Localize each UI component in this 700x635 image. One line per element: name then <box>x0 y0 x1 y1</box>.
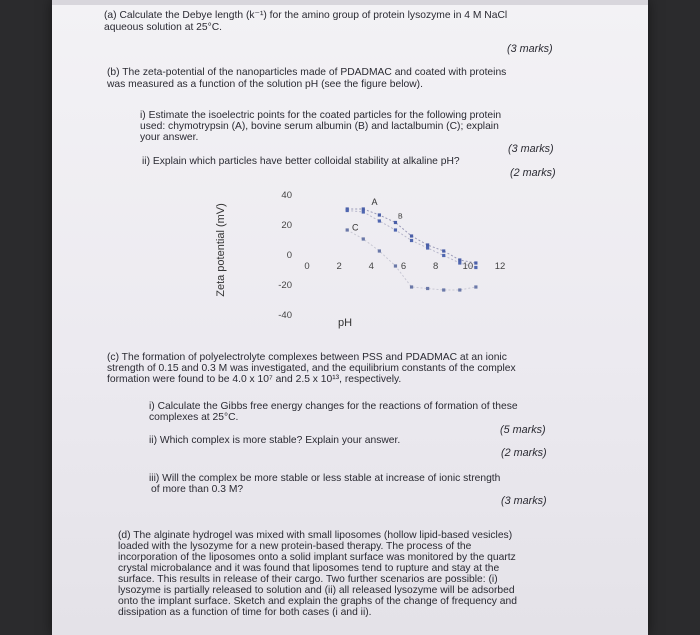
y-tick-label-1: 20 <box>281 220 292 231</box>
question-b-i-line1: i) Estimate the isoelectric points for the coated particles for the following protein <box>140 110 502 121</box>
series-A-point-1 <box>362 207 365 210</box>
question-b-ii-marks: (2 marks) <box>510 167 556 179</box>
series-B-point-6 <box>442 254 445 257</box>
question-c-line2: strength of 0.15 and 0.3 M was investigated, and the equilibrium constants of the complex <box>107 363 516 374</box>
series-label-B: B <box>397 213 403 221</box>
x-axis-label: pH <box>337 317 353 329</box>
y-tick-label-4: -40 <box>278 310 292 321</box>
series-C-point-4 <box>410 285 413 288</box>
page-top-edge <box>52 0 648 5</box>
y-tick-label-0: 40 <box>281 190 292 201</box>
series-C-point-0 <box>346 228 349 231</box>
question-c-i-line1: i) Calculate the Gibbs free energy changes for the reactions of formation of these <box>149 401 518 412</box>
question-c-iii-line1: iii) Will the complex be more stable or less stable at increase of ionic strength <box>149 473 501 484</box>
series-label-C: C <box>352 222 359 233</box>
y-axis-label: Zeta potential (mV) <box>215 203 227 297</box>
series-C-point-3 <box>394 264 397 267</box>
series-A-point-2 <box>378 213 381 216</box>
question-c-i-line2: complexes at 25°C. <box>149 412 239 423</box>
series-C-point-5 <box>426 287 429 290</box>
question-b-ii-text: ii) Explain which particles have better colloidal stability at alkaline pH? <box>142 156 460 167</box>
question-c-ii-marks: (2 marks) <box>501 447 547 459</box>
question-d-line6: lysozyme is partially released to solution and (ii) all released lysozyme will be adsorbed <box>118 585 515 596</box>
series-B-point-4 <box>410 239 413 242</box>
x-tick-label-2: 4 <box>368 261 374 272</box>
x-tick-label-4: 8 <box>433 261 439 272</box>
question-c-i-marks: (5 marks) <box>500 424 546 436</box>
question-d-line5: surface. This results in release of their cargo. Two further scenarios are possible: (i) <box>118 574 498 585</box>
y-tick-label-3: -20 <box>278 280 292 291</box>
question-c-line1: (c) The formation of polyelectrolyte complexes between PSS and PDADMAC at an ionic <box>107 352 507 363</box>
series-B-point-7 <box>458 261 461 264</box>
series-A-point-4 <box>410 234 413 237</box>
question-c-line3: formation were found to be 4.0 x 10⁷ and 2.5 x 10¹³, respectively. <box>107 374 402 385</box>
question-b-i-line2: used: chymotrypsin (A), bovine serum albumin (B) and lactalbumin (C); explain <box>140 121 499 132</box>
x-tick-label-6: 12 <box>494 261 506 272</box>
series-C-point-8 <box>474 285 477 288</box>
series-B-point-0 <box>346 209 349 212</box>
question-b-line1: (b) The zeta-potential of the nanoparticles made of PDADMAC and coated with proteins <box>107 67 507 78</box>
question-b-i-line3: your answer. <box>140 132 199 143</box>
series-B-point-3 <box>394 228 397 231</box>
series-A-point-8 <box>474 261 477 264</box>
series-C-point-2 <box>378 249 381 252</box>
question-a-line2: aqueous solution at 25°C. <box>104 22 223 33</box>
series-A-point-5 <box>426 243 429 246</box>
x-tick-label-3: 6 <box>400 261 407 272</box>
x-tick-label-5: 10 <box>462 261 474 272</box>
series-A-point-6 <box>442 249 445 252</box>
question-d-line8: dissipation as a function of time for both cases (i and ii). <box>118 607 372 618</box>
series-C-point-1 <box>362 237 365 240</box>
question-c-iii-marks: (3 marks) <box>501 495 547 507</box>
question-b-i-marks: (3 marks) <box>508 143 554 155</box>
series-label-A: A <box>371 197 378 207</box>
question-b-line2: was measured as a function of the solution pH (see the figure below). <box>107 79 423 90</box>
question-d-line2: loaded with the lysozyme for a new protein-based therapy. The process of the <box>118 541 472 552</box>
x-tick-label-0: 0 <box>304 261 310 272</box>
series-B-point-5 <box>426 246 429 249</box>
series-A-point-3 <box>394 221 397 224</box>
question-a-marks: (3 marks) <box>507 43 553 55</box>
series-B-point-8 <box>474 266 477 269</box>
series-C-point-6 <box>442 288 445 291</box>
series-B-point-1 <box>362 210 365 213</box>
question-d-line4: crystal microbalance and it was found that liposomes tend to rupture and stay at the <box>118 563 500 574</box>
series-B-point-2 <box>378 219 381 222</box>
zeta-potential-chart <box>202 180 506 330</box>
question-d-line3: incorporation of the liposomes onto a solid implant surface was monitored by the quartz <box>118 552 516 563</box>
question-c-iii-line2: of more than 0.3 M? <box>151 484 244 495</box>
question-d-line1: (d) The alginate hydrogel was mixed with small liposomes (hollow lipid-based vesicles) <box>118 530 513 541</box>
y-tick-label-2: 0 <box>286 250 292 261</box>
x-tick-label-1: 2 <box>336 261 342 272</box>
exam-paper <box>52 0 648 635</box>
series-C-point-7 <box>458 288 461 291</box>
series-A-point-7 <box>458 258 461 261</box>
question-a-line1: (a) Calculate the Debye length (k⁻¹) for the amino group of protein lysozyme in 4 M NaCl <box>104 10 508 21</box>
question-c-ii-text: ii) Which complex is more stable? Explain your answer. <box>149 435 401 446</box>
question-d-line7: onto the implant surface. Sketch and explain the graphs of the change of frequency and <box>118 596 517 607</box>
